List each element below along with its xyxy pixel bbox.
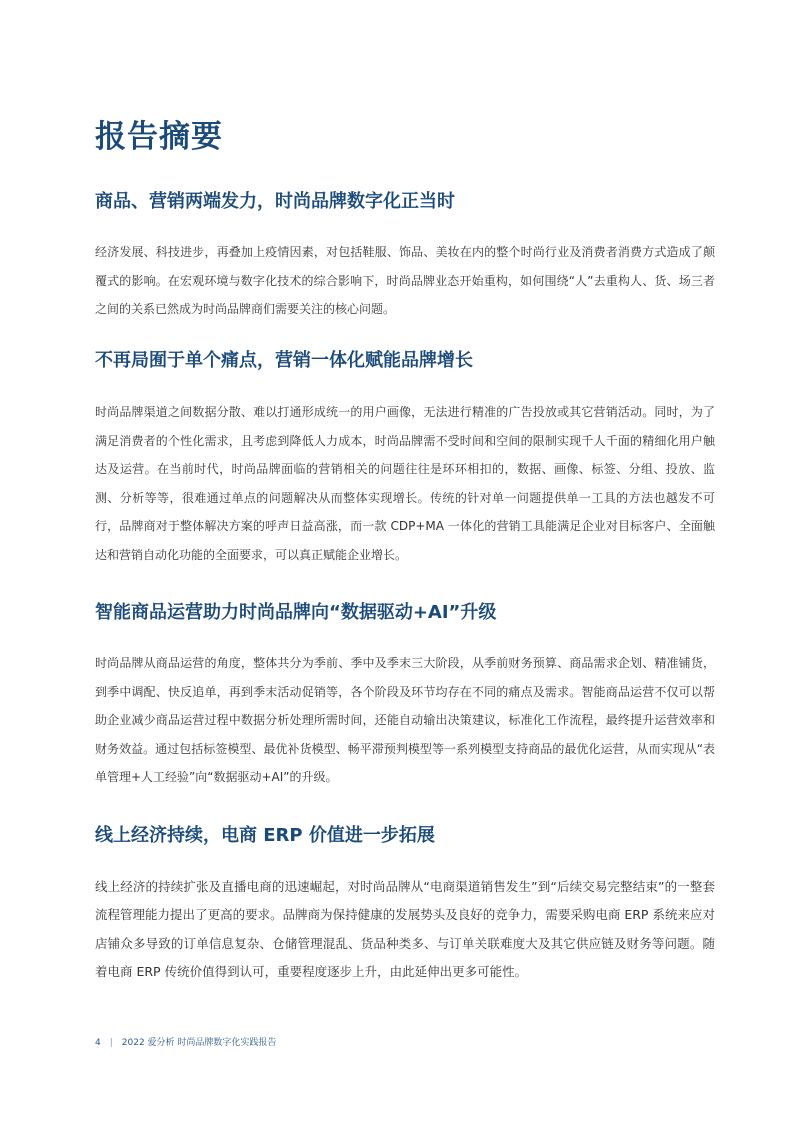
section-body: 线上经济的持续扩张及直播电商的迅速崛起，对时尚品牌从“电商渠道销售发生”到“后续交易完整结束”的一整套流程管理能力提出了更高的要求。品牌商为保持健康的发展势头及良好的竞争力，需要采购电商 ERP 系统来应对店铺众多导致的订单信息复杂、仓储管理混乱、货品种类多、与订单关联难度大及其它供应链及财务等问题。随着电商 ERP 传统价值得到认可，重要程度逐步上升，由此延伸出更多可能性。	[95, 879, 715, 979]
page-number: 4	[95, 1038, 101, 1048]
section-body: 时尚品牌渠道之间数据分散、难以打通形成统一的用户画像，无法进行精准的广告投放或其它营销活动。同时，为了满足消费者的个性化需求，且考虑到降低人力成本，时尚品牌需不受时间和空间的限制实现千人千面的精细化用户触达及运营。在当前时代，时尚品牌面临的营销相关的问题往往是环环相扣的，数据、画像、标签、分组、投放、监测、分析等等，很难通过单点的问题解决从而整体实现增长。传统的针对单一问题提供单一工具的方法也越发不可行，品牌商对于整体解决方案的呼声日益高涨，而一款 CDP+MA 一体化的营销工具能满足企业对目标客户、全面触达和营销自动化功能的全面要求，可以真正赋能企业增长。	[95, 405, 715, 562]
section-marketing-integration	[95, 347, 715, 569]
section-body: 时尚品牌从商品运营的角度，整体共分为季前、季中及季末三大阶段，从季前财务预算、商品需求企划、精准铺货，到季中调配、快反追单，再到季末活动促销等，各个阶段及环节均存在不同的痛点及需求。智能商品运营不仅可以帮助企业减少商品运营过程中数据分析处理所需时间，还能自动输出决策建议，标准化工作流程，最终提升运营效率和财务效益。通过包括标签模型、最优补货模型、畅平滞预判模型等一系列模型支持商品的最优化运营，从而实现从“表单管理+人工经验”向“数据驱动+AI”的升级。	[95, 656, 715, 784]
section-heading: 不再局囿于单个痛点，营销一体化赋能品牌增长	[95, 350, 473, 371]
section-heading: 线上经济持续，电商 ERP 价值进一步拓展	[95, 825, 435, 846]
section-body: 经济发展、科技进步，再叠加上疫情因素，对包括鞋服、饰品、美妆在内的整个时尚行业及消费者消费方式造成了颠覆式的影响。在宏观环境与数字化技术的综合影响下，时尚品牌业态开始重构，如何围绕“人”去重构人、货、场三者之间的关系已然成为时尚品牌商们需要关注的核心问题。	[95, 245, 715, 316]
page-footer	[95, 1037, 276, 1049]
section-ecommerce-erp	[95, 822, 715, 986]
section-fashion-digitalization	[95, 188, 715, 324]
report-name: 2022 爱分析 时尚品牌数字化实践报告	[121, 1038, 277, 1048]
footer-separator: |	[109, 1038, 113, 1048]
section-heading: 商品、营销两端发力，时尚品牌数字化正当时	[95, 191, 455, 212]
section-heading: 智能商品运营助力时尚品牌向“数据驱动+AI”升级	[95, 602, 497, 623]
page-title: 报告摘要	[95, 119, 223, 155]
section-smart-merchandising	[95, 599, 715, 792]
